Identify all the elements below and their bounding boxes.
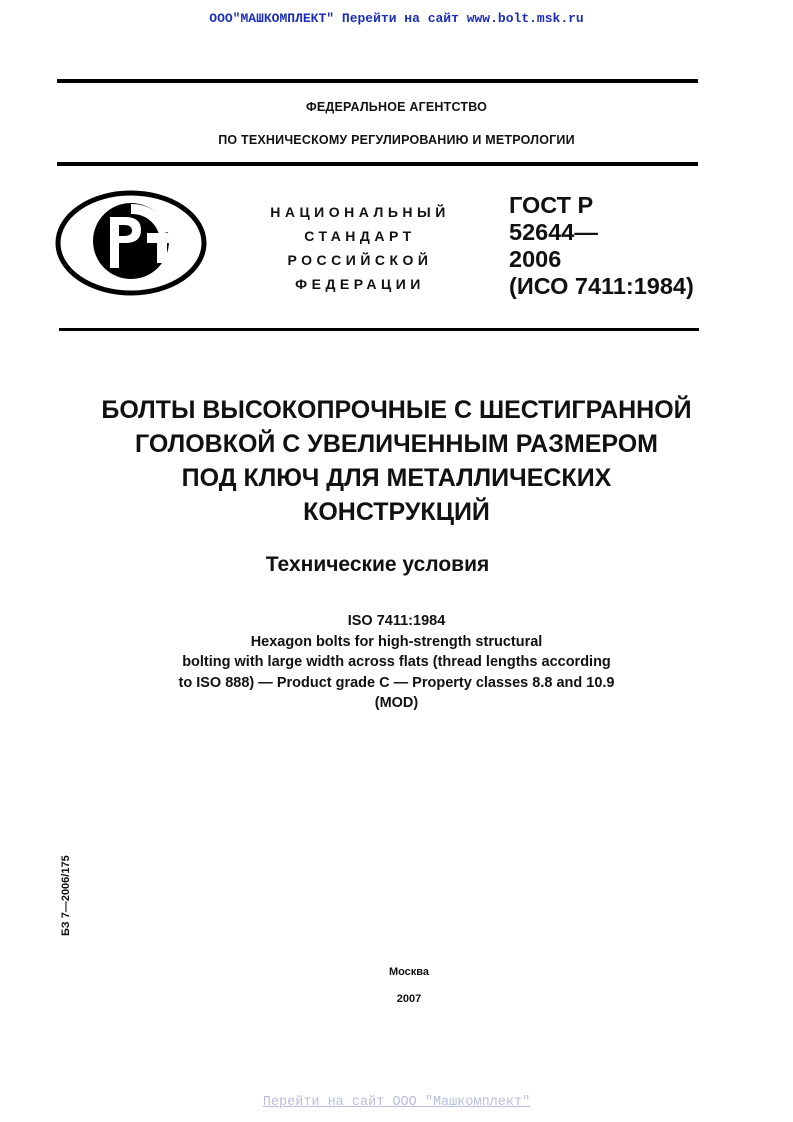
header-site-link[interactable]: ООО"МАШКОМПЛЕКТ" Перейти на сайт www.bolt.msk.ru: [209, 11, 584, 26]
national-standard-line-1: НАЦИОНАЛЬНЫЙ: [270, 204, 450, 220]
iso-line-3: bolting with large width across flats (thread lengths according: [182, 654, 611, 670]
national-standard-line-4: ФЕДЕРАЦИИ: [295, 276, 425, 292]
agency-line-1: ФЕДЕРАЛЬНОЕ АГЕНТСТВО: [305, 100, 488, 114]
side-code: БЗ 7—2006/175: [60, 855, 72, 936]
iso-line-2: Hexagon bolts for high-strength structural: [250, 633, 543, 650]
iso-line-5: (MOD): [374, 695, 419, 711]
national-standard-line-3: РОССИЙСКОЙ: [287, 252, 433, 268]
title-line-1: БОЛТЫ ВЫСОКОПРОЧНЫЕ С ШЕСТИГРАННОЙ: [101, 396, 692, 424]
agency-bottom-rule: [57, 162, 698, 166]
top-rule: [57, 79, 698, 83]
title-line-4: КОНСТРУКЦИЙ: [303, 498, 490, 526]
gost-line-1: ГОСТ Р: [509, 192, 594, 218]
national-standard-line-2: СТАНДАРТ: [304, 228, 416, 244]
document-subtitle: Технические условия: [265, 553, 490, 576]
gost-number: [509, 192, 694, 300]
title-line-3: ПОД КЛЮЧ ДЛЯ МЕТАЛЛИЧЕСКИХ: [181, 464, 612, 492]
publication-city: Москва: [388, 966, 430, 978]
footer-site-link[interactable]: Перейти на сайт ООО "Машкомплект": [262, 1095, 531, 1110]
title-line-2: ГОЛОВКОЙ С УВЕЛИЧЕННЫМ РАЗМЕРОМ: [134, 430, 659, 458]
document-title: [40, 393, 753, 529]
gost-line-3: 2006: [509, 246, 562, 272]
publication-year: 2007: [396, 993, 422, 1005]
rst-logo-icon: [55, 190, 207, 296]
header-bottom-rule: [59, 328, 699, 331]
agency-line-2: ПО ТЕХНИЧЕСКОМУ РЕГУЛИРОВАНИЮ И МЕТРОЛОГИИ: [218, 133, 575, 147]
gost-line-2: 52644—: [509, 219, 598, 245]
iso-reference: [40, 611, 753, 714]
iso-line-4: to ISO 888) — Product grade C — Property classes 8.8 and 10.9: [178, 674, 615, 691]
iso-line-1: ISO 7411:1984: [347, 613, 446, 629]
gost-line-4: (ИСО 7411:1984): [509, 273, 694, 299]
